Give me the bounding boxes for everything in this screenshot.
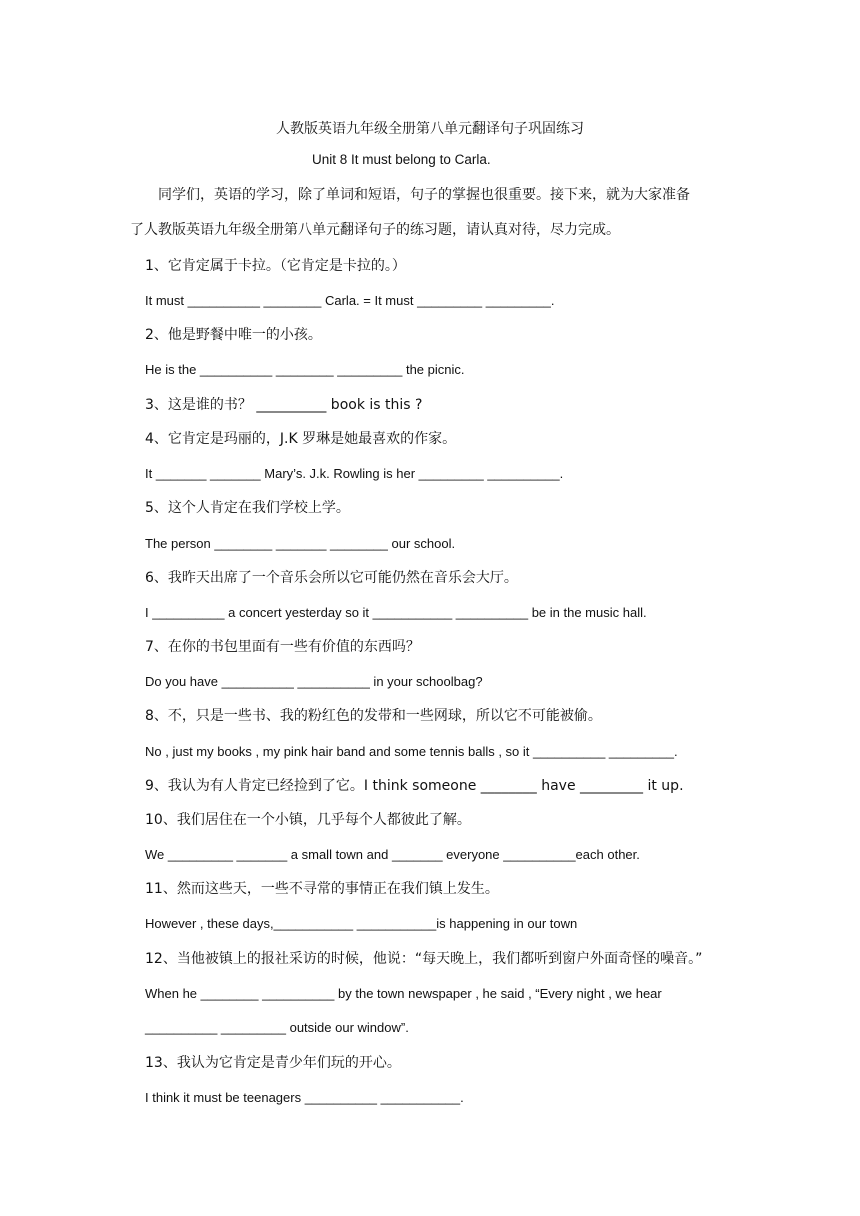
question-7-chinese: 7、在你的书包里面有一些有价值的东西吗？ bbox=[145, 639, 420, 655]
question-2-english: He is the __________ ________ _________ the picnic. bbox=[145, 362, 465, 377]
question-12-english-continued: __________ _________ outside our window”. bbox=[145, 1020, 409, 1035]
intro-line-2: 了人教版英语九年级全册第八单元翻译句子的练习题，请认真对待，尽力完成。 bbox=[130, 222, 620, 238]
question-12-english: When he ________ __________ by the town newspaper , he said , “Every night , we hear bbox=[145, 986, 662, 1001]
question-8-english: No , just my books , my pink hair band and some tennis balls , so it __________ _________. bbox=[145, 744, 678, 759]
question-11-chinese: 11、然而这些天，一些不寻常的事情正在我们镇上发生。 bbox=[145, 881, 499, 897]
question-13-english: I think it must be teenagers __________ ___________. bbox=[145, 1090, 464, 1105]
question-1-chinese: 1、它肯定属于卡拉。（它肯定是卡拉的。） bbox=[145, 258, 406, 274]
question-5-english: The person ________ _______ ________ our school. bbox=[145, 536, 456, 551]
question-7-english: Do you have __________ __________ in your schoolbag? bbox=[145, 674, 483, 689]
document-title: 人教版英语九年级全册第八单元翻译句子巩固练习 bbox=[276, 121, 584, 137]
question-11-english: However , these days,___________ ___________is happening in our town bbox=[145, 916, 578, 931]
question-3-chinese: 3、这是谁的书？ __________ book is this ? bbox=[145, 397, 423, 413]
question-2-chinese: 2、他是野餐中唯一的小孩。 bbox=[145, 327, 322, 343]
question-10-english: We _________ _______ a small town and _______ everyone __________each other. bbox=[145, 847, 640, 862]
question-8-chinese: 8、不，只是一些书、我的粉红色的发带和一些网球，所以它不可能被偷。 bbox=[145, 708, 602, 724]
question-9-chinese: 9、我认为有人肯定已经捡到了它。I think someone ________ have _________ it up. bbox=[145, 778, 684, 794]
intro-paragraph bbox=[130, 178, 752, 248]
question-10-chinese: 10、我们居住在一个小镇，几乎每个人都彼此了解。 bbox=[145, 812, 471, 828]
question-1-english: It must __________ ________ Carla. = It must _________ _________. bbox=[145, 293, 555, 308]
question-12-chinese: 12、当他被镇上的报社采访的时候，他说：“每天晚上，我们都听到窗户外面奇怪的噪音。” bbox=[145, 951, 703, 967]
intro-line-1: 同学们，英语的学习，除了单词和短语，句子的掌握也很重要。接下来，就为大家准备 bbox=[158, 187, 690, 203]
question-4-chinese: 4、它肯定是玛丽的，J.K 罗琳是她最喜欢的作家。 bbox=[145, 431, 457, 447]
question-13-chinese: 13、我认为它肯定是青少年们玩的开心。 bbox=[145, 1055, 401, 1071]
question-5-chinese: 5、这个人肯定在我们学校上学。 bbox=[145, 500, 350, 516]
document-subtitle: Unit 8 It must belong to Carla. bbox=[312, 152, 491, 167]
question-6-chinese: 6、我昨天出席了一个音乐会所以它可能仍然在音乐会大厅。 bbox=[145, 570, 518, 586]
question-6-english: I __________ a concert yesterday so it ___________ __________ be in the music hall. bbox=[145, 605, 647, 620]
question-4-english: It _______ _______ Mary’s. J.k. Rowling is her _________ __________. bbox=[145, 466, 564, 481]
